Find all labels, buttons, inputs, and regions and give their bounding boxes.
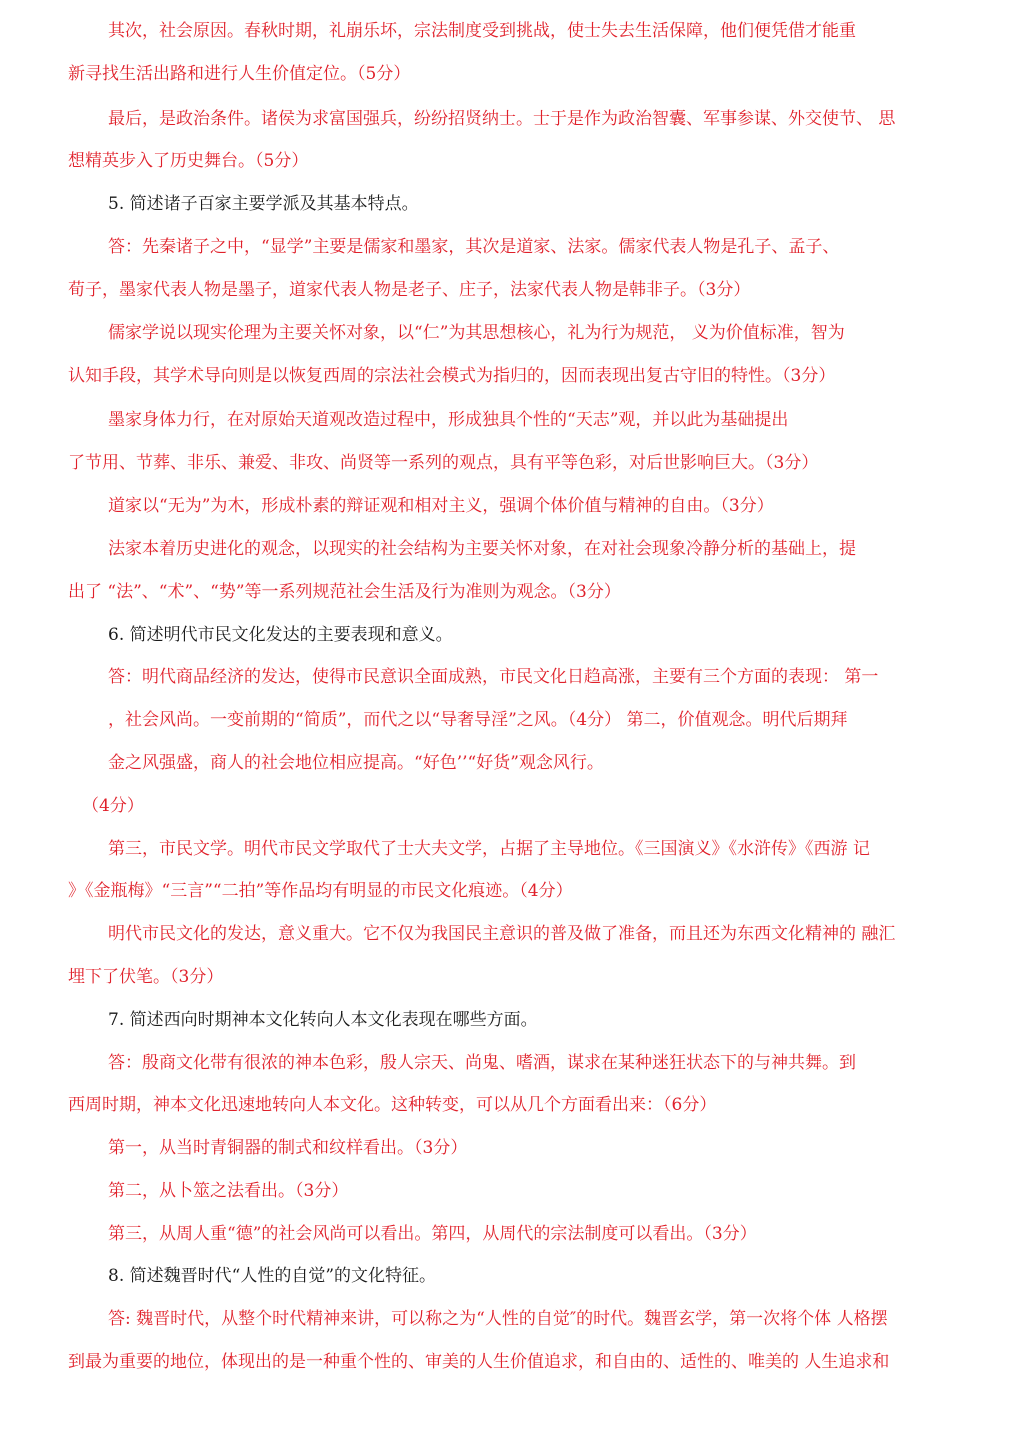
text-line: 最后，是政治条件。诸侯为求富国强兵，纷纷招贤纳士。士于是作为政治智囊、军事参谋、外交使节、 思 (108, 109, 896, 129)
text-line: 第三，从周人重“德”的社会风尚可以看出。第四，从周代的宗法制度可以看出。（3分） (108, 1224, 757, 1244)
text-line: 了节用、节葬、非乐、兼爱、非攻、尚贤等一系列的观点，具有平等色彩，对后世影响巨大。（3分） (68, 453, 819, 473)
answer-line: 答：殷商文化带有很浓的神本色彩，殷人宗天、尚鬼、嗜酒，谋求在某种迷狂状态下的与神共舞。到 (108, 1053, 856, 1073)
text-line: 新寻找生活出路和进行人生价值定位。（5分） (68, 64, 411, 84)
text-line: 认知手段，其学术导向则是以恢复西周的宗法社会模式为指归的，因而表现出复古守旧的特性。（3分） (68, 366, 836, 386)
question-heading: 5. 简述诸子百家主要学派及其基本特点。 (108, 194, 419, 214)
text-line: 想精英步入了历史舞台。（5分） (68, 151, 309, 171)
text-line: 法家本着历史进化的观念，以现实的社会结构为主要关怀对象，在对社会现象冷静分析的基础上，提 (108, 539, 856, 559)
text-line: 荀子，墨家代表人物是墨子，道家代表人物是老子、庄子，法家代表人物是韩非子。（3分） (68, 280, 751, 300)
text-line: （4分） (82, 796, 144, 816)
text-line: 第一，从当时青铜器的制式和纹样看出。（3分） (108, 1138, 468, 1158)
text-line: 儒家学说以现实伦理为主要关怀对象，以“仁”为其思想核心，礼为行为规范， 义为价值标准，智为 (108, 323, 845, 343)
answer-line: 答：明代商品经济的发达，使得市民意识全面成熟，市民文化日趋高涨，主要有三个方面的表现： 第一 (108, 667, 879, 687)
text-line: 》《金瓶梅》“三言”“二拍”等作品均有明显的市民文化痕迹。（4分） (68, 881, 573, 901)
text-line: 到最为重要的地位，体现出的是一种重个性的、审美的人生价值追求，和自由的、适性的、唯美的 人生追求和 (68, 1352, 890, 1372)
text-line: 其次，社会原因。春秋时期，礼崩乐坏，宗法制度受到挑战，使士失去生活保障，他们便凭借才能重 (108, 21, 856, 41)
answer-line: 答：先秦诸子之中，“显学”主要是儒家和墨家，其次是道家、法家。儒家代表人物是孔子、孟子、 (108, 237, 840, 257)
text-line: ，社会风尚。一变前期的“简质”，而代之以“导奢导淫”之风。（4分） 第二，价值观念。明代后期拜 (108, 710, 848, 730)
text-line: 西周时期，神本文化迅速地转向人本文化。这种转变，可以从几个方面看出来：（6分） (68, 1095, 717, 1115)
text-line: 第二，从卜筮之法看出。（3分） (108, 1181, 349, 1201)
text-line: 墨家身体力行，在对原始天道观改造过程中，形成独具个性的“天志”观，并以此为基础提出 (108, 410, 789, 430)
text-line: 明代市民文化的发达，意义重大。它不仅为我国民主意识的普及做了准备，而且还为东西文化精神的 融汇 (108, 924, 896, 944)
text-line: 金之风强盛，商人的社会地位相应提高。“好色’’“好货”观念风行。 (108, 753, 604, 773)
text-line: 出了 “法”、“术”、“势”等一系列规范社会生活及行为准则为观念。（3分） (68, 582, 621, 602)
question-heading: 7. 简述西向时期神本文化转向人本文化表现在哪些方面。 (108, 1010, 538, 1030)
answer-line: 答: 魏晋时代，从整个时代精神来讲，可以称之为“人性的自觉″的时代。魏晋玄学，第一次将个体 人格摆 (108, 1309, 888, 1329)
question-heading: 8. 简述魏晋时代“人性的自觉”的文化特征。 (108, 1266, 437, 1286)
text-line: 道家以“无为”为木，形成朴素的辩证观和相对主义，强调个体价值与精神的自由。（3分） (108, 496, 774, 516)
question-heading: 6. 简述明代市民文化发达的主要表现和意义。 (108, 625, 453, 645)
text-line: 第三，市民文学。明代市民文学取代了士大夫文学，占据了主导地位。《三国演义》《水浒传》《西游 记 (108, 839, 870, 859)
text-line: 埋下了伏笔。（3分） (68, 967, 224, 987)
